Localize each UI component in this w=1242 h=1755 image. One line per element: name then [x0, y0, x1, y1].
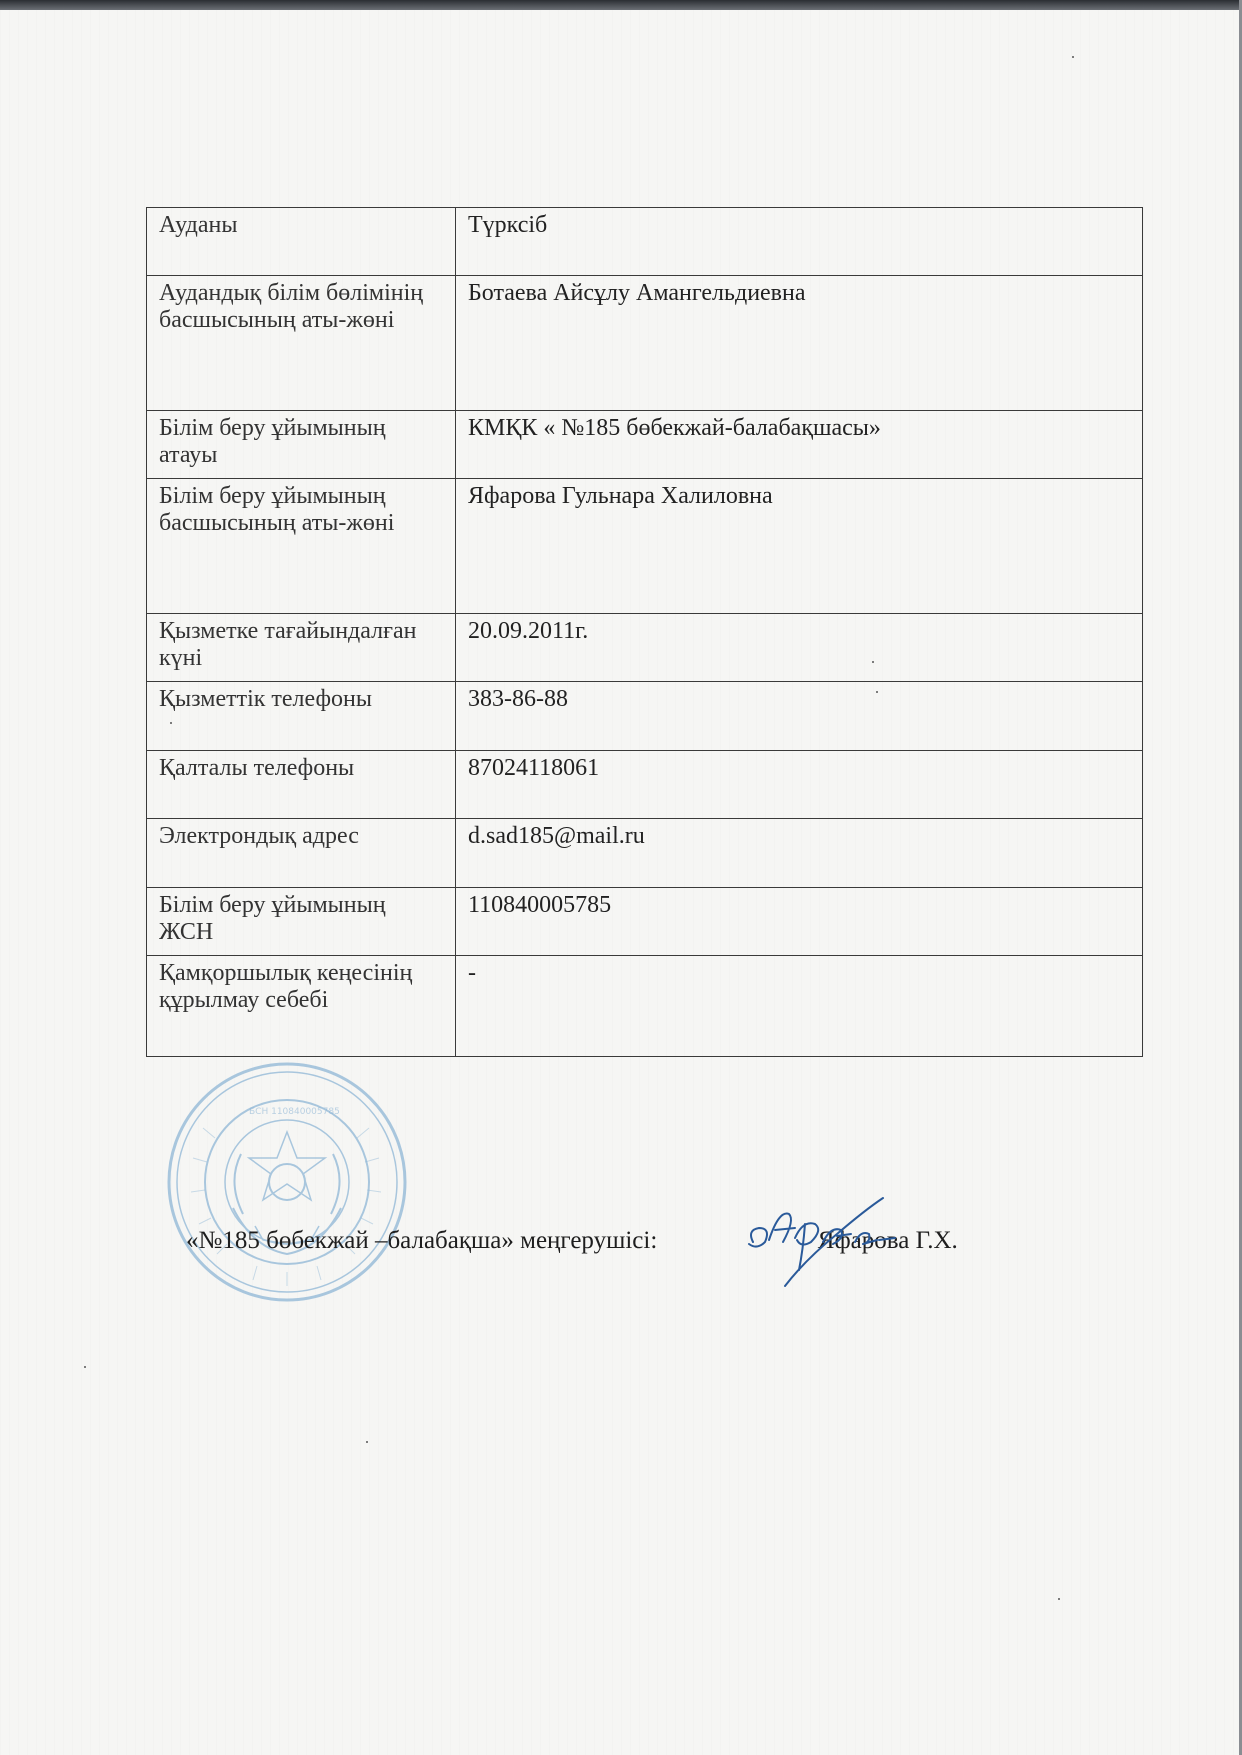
table-row: [147, 751, 1143, 819]
row-label: Қызметке тағайындалған күні: [147, 614, 456, 682]
row-value: 110840005785: [456, 888, 1143, 956]
seal-bin-text: БСН 110840005785: [249, 1107, 340, 1117]
table-row: [147, 682, 1143, 751]
row-label: Ауданы: [147, 208, 456, 276]
signatory-name: Яфарова Г.Х.: [817, 1227, 958, 1254]
table-row: [147, 614, 1143, 682]
row-label: Қалталы телефоны: [147, 751, 456, 819]
row-value: Түрксіб: [456, 208, 1143, 276]
info-table: [146, 207, 1143, 1057]
row-label: Қамқоршылық кеңесінің құрылмау себебі: [147, 956, 456, 1057]
table-row: [147, 956, 1143, 1057]
row-label: Білім беру ұйымының басшысының аты-жөні: [147, 479, 456, 614]
table-row: [147, 276, 1143, 411]
row-label: Электрондық адрес: [147, 819, 456, 888]
table-row: [147, 819, 1143, 888]
row-label: Аудандық білім бөлімінің басшысының аты-жөні: [147, 276, 456, 411]
signature-line: [186, 1227, 1086, 1255]
table-row: [147, 208, 1143, 276]
table-row: [147, 411, 1143, 479]
row-value: КМҚК « №185 бөбекжай-балабақшасы»: [456, 411, 1143, 479]
table-row: [147, 888, 1143, 956]
row-value: 383-86-88: [456, 682, 1143, 751]
handwritten-signature: [745, 1190, 925, 1300]
scan-speck: [84, 1366, 86, 1368]
row-label: Білім беру ұйымының ЖСН: [147, 888, 456, 956]
row-value: 87024118061: [456, 751, 1143, 819]
scan-top-edge: [0, 0, 1242, 10]
table-row: [147, 479, 1143, 614]
scan-speck: [1072, 56, 1074, 58]
row-value: Ботаева Айсұлу Амангельдиевна: [456, 276, 1143, 411]
scan-speck: [1058, 1598, 1060, 1600]
scan-speck: [366, 1441, 368, 1443]
row-label: Қызметтік телефоны: [147, 682, 456, 751]
row-value: -: [456, 956, 1143, 1057]
row-value: 20.09.2011г.: [456, 614, 1143, 682]
row-label: Білім беру ұйымының атауы: [147, 411, 456, 479]
official-seal-stamp: [163, 1058, 411, 1306]
position-text: «№185 бөбекжай –балабақша» меңгерушісі:: [186, 1227, 658, 1254]
row-value: Яфарова Гульнара Халиловна: [456, 479, 1143, 614]
row-value: d.sad185@mail.ru: [456, 819, 1143, 888]
